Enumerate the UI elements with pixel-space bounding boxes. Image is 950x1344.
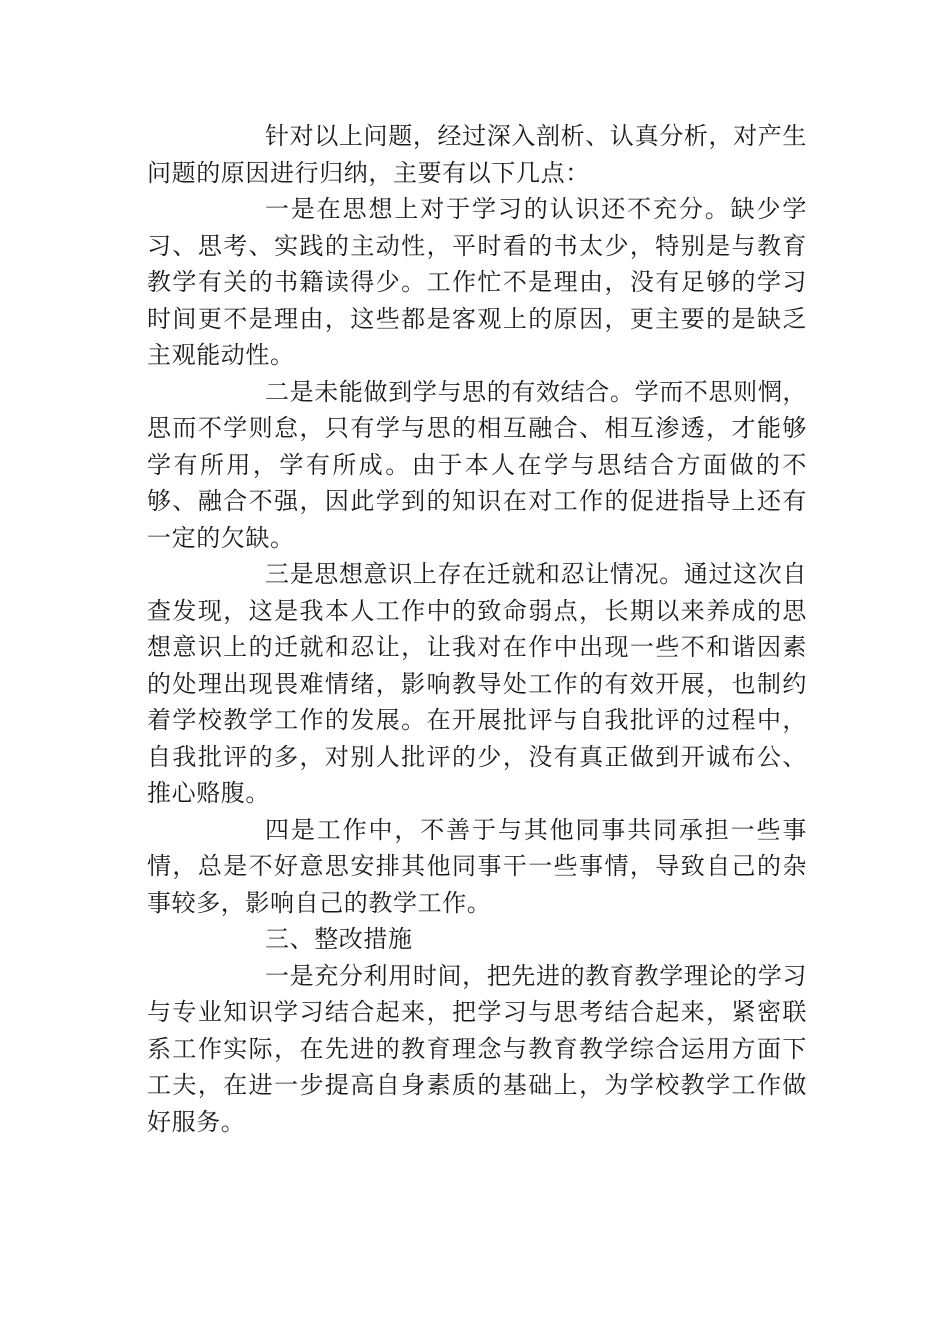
paragraph-cause-3: 三是思想意识上存在迁就和忍让情况。通过这次自查发现，这是我本人工作中的致命弱点，长期以来养成的思想意识上的迁就和忍让，让我对在作中出现一些不和谐因素的处理出现畏难情绪，影响教导处工作的有效开展，也制约着学校教学工作的发展。在开展批评与自我批评的过程中，自我批评的多，对别人批评的少，没有真正做到开诚布公、推心赂腹。: [147, 560, 807, 807]
paragraph-cause-2: 二是未能做到学与思的有效结合。学而不思则惘，思而不学则怠，只有学与思的相互融合、相互渗透，才能够学有所用，学有所成。由于本人在学与思结合方面做的不够、融合不强，因此学到的知识在对工作的促进指导上还有一定的欠缺。: [147, 377, 807, 552]
paragraph-cause-1: 一是在思想上对于学习的认识还不充分。缺少学习、思考、实践的主动性，平时看的书太少，特别是与教育教学有关的书籍读得少。工作忙不是理由，没有足够的学习时间更不是理由，这些都是客观上的原因，更主要的是缺乏主观能动性。: [147, 195, 807, 369]
paragraph-cause-4: 四是工作中，不善于与其他同事共同承担一些事情，总是不好意思安排其他同事干一些事情，导致自己的杂事较多，影响自己的教学工作。: [147, 815, 807, 917]
paragraph-intro: 针对以上问题，经过深入剖析、认真分析，对产生问题的原因进行归纳，主要有以下几点：: [147, 122, 807, 187]
section-heading: 三、整改措施: [265, 925, 413, 953]
paragraph-measure-1: 一是充分利用时间，把先进的教育教学理论的学习与专业知识学习结合起来，把学习与思考结合起来，紧密联系工作实际，在先进的教育理念与教育教学综合运用方面下工夫，在进一步提高自身素质的基础上，为学校教学工作做好服务。: [147, 961, 807, 1136]
document-page: [147, 118, 807, 1140]
